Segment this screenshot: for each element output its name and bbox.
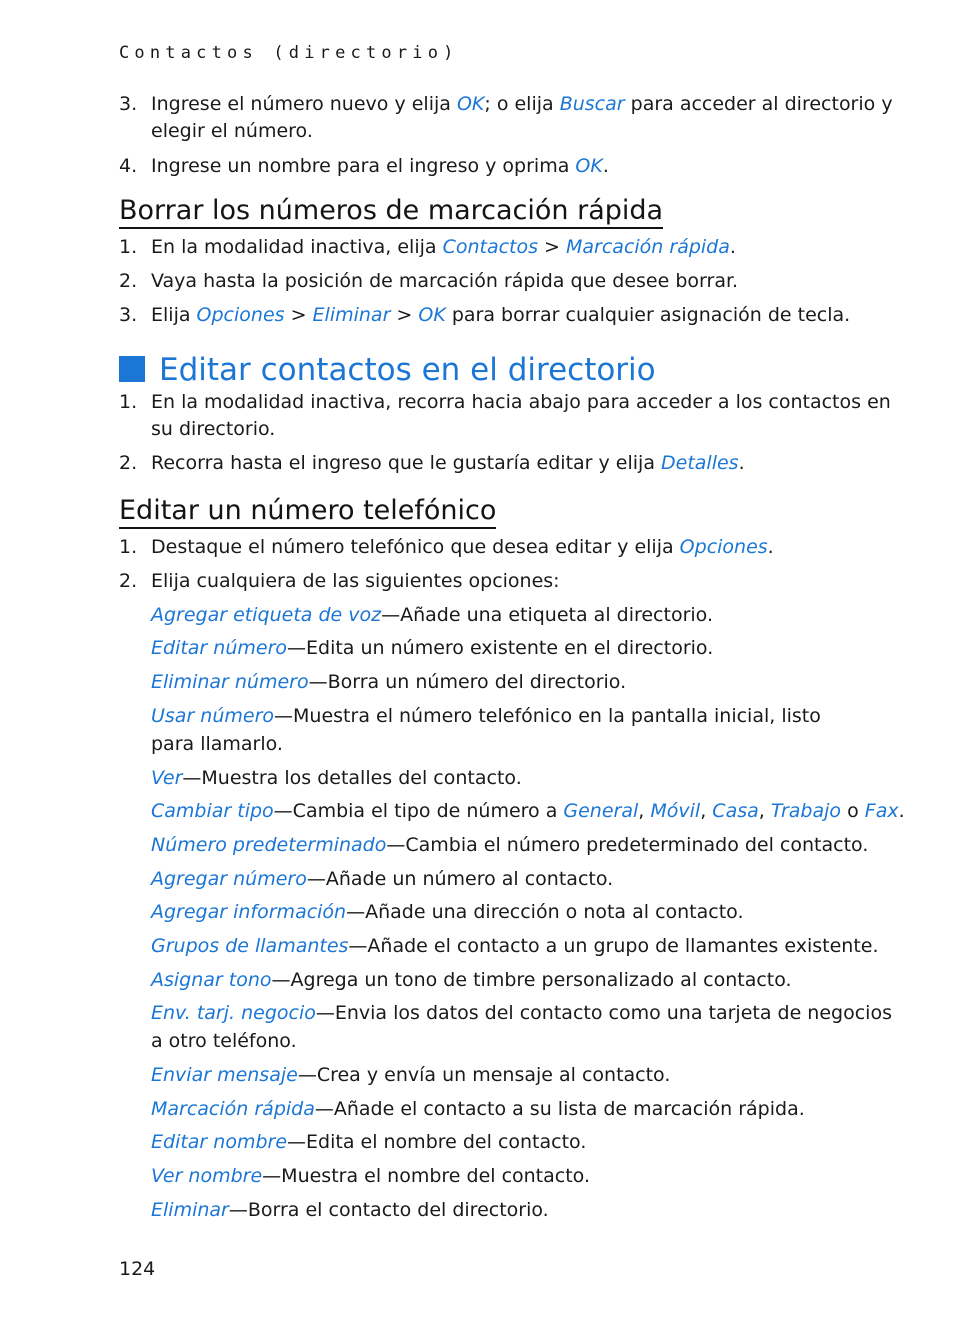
body-text: —Borra un número del directorio. xyxy=(308,671,627,693)
chapter-title-text: Editar contactos en el directorio xyxy=(159,352,656,388)
list-number: 1. xyxy=(119,391,138,413)
menu-keyword: General xyxy=(563,800,639,822)
section-title-numero: Editar un número telefónico xyxy=(119,495,496,529)
menu-keyword: Usar número xyxy=(151,705,275,727)
option-item xyxy=(151,1062,670,1088)
list-number: 2. xyxy=(119,270,138,292)
list-number: 2. xyxy=(119,452,138,474)
body-text: Ingrese un nombre para el ingreso y oprima xyxy=(151,155,576,177)
page-number: 124 xyxy=(119,1258,156,1280)
option-item xyxy=(151,866,613,892)
menu-keyword: Agregar número xyxy=(151,868,307,890)
menu-keyword: Editar nombre xyxy=(151,1131,288,1153)
menu-keyword: Ver nombre xyxy=(151,1165,263,1187)
running-header: Contactos (directorio) xyxy=(119,43,459,63)
body-text: Vaya hasta la posición de marcación rápida que desee borrar. xyxy=(151,270,739,292)
list-text xyxy=(151,568,560,594)
list-number: 3. xyxy=(119,304,138,326)
list-text-continuation: elegir el número. xyxy=(151,120,313,142)
body-text: En la modalidad inactiva, elija xyxy=(151,236,443,258)
menu-keyword: Casa xyxy=(712,800,759,822)
body-text: . xyxy=(767,536,774,558)
list-number: 4. xyxy=(119,155,138,177)
list-number: 1. xyxy=(119,236,138,258)
body-text: ; o elija xyxy=(484,93,560,115)
body-text: Ingrese el número nuevo y elija xyxy=(151,93,457,115)
body-text: —Añade una etiqueta al directorio. xyxy=(381,604,713,626)
list-text xyxy=(151,234,736,260)
option-item xyxy=(151,669,626,695)
menu-keyword: Buscar xyxy=(559,93,625,115)
menu-keyword: OK xyxy=(575,155,603,177)
option-item xyxy=(151,832,868,858)
body-text: > xyxy=(390,304,419,326)
body-text: —Muestra el número telefónico en la pantalla inicial, listo xyxy=(274,705,821,727)
body-text: . xyxy=(898,800,905,822)
body-text: Recorra hasta el ingreso que le gustaría editar y elija xyxy=(151,452,662,474)
menu-keyword: Número predeterminado xyxy=(151,834,387,856)
menu-keyword: Enviar mensaje xyxy=(151,1064,298,1086)
menu-keyword: Eliminar número xyxy=(151,671,309,693)
list-text xyxy=(151,389,891,415)
body-text: —Crea y envía un mensaje al contacto. xyxy=(297,1064,671,1086)
option-item xyxy=(151,899,744,925)
menu-keyword: Marcación rápida xyxy=(566,236,730,258)
menu-keyword: OK xyxy=(418,304,446,326)
chapter-title-editar xyxy=(119,352,656,388)
menu-keyword: Opciones xyxy=(196,304,285,326)
list-number: 2. xyxy=(119,570,138,592)
menu-keyword: Eliminar xyxy=(312,304,391,326)
option-item xyxy=(151,703,821,729)
list-text xyxy=(151,534,774,560)
list-text-continuation: su directorio. xyxy=(151,418,276,440)
menu-keyword: Trabajo xyxy=(770,800,842,822)
menu-keyword: Agregar información xyxy=(151,901,347,923)
option-item xyxy=(151,1197,549,1223)
list-text xyxy=(151,450,745,476)
body-text: , xyxy=(758,800,771,822)
option-item xyxy=(151,1000,892,1026)
section-title-borrar: Borrar los números de marcación rápida xyxy=(119,195,663,229)
body-text: > xyxy=(284,304,313,326)
menu-keyword: Cambiar tipo xyxy=(151,800,274,822)
body-text: —Edita un número existente en el directorio. xyxy=(287,637,714,659)
option-item xyxy=(151,967,792,993)
menu-keyword: Contactos xyxy=(442,236,539,258)
body-text: para acceder al directorio y xyxy=(624,93,893,115)
list-text xyxy=(151,153,609,179)
body-text: —Muestra los detalles del contacto. xyxy=(182,767,522,789)
body-text: —Cambia el tipo de número a xyxy=(273,800,564,822)
option-item xyxy=(151,933,879,959)
body-text: para borrar cualquier asignación de tecla. xyxy=(445,304,851,326)
menu-keyword: Opciones xyxy=(679,536,768,558)
menu-keyword: Agregar etiqueta de voz xyxy=(151,604,382,626)
menu-keyword: OK xyxy=(456,93,485,115)
body-text: > xyxy=(538,236,567,258)
option-item xyxy=(151,798,905,824)
option-continuation: para llamarlo. xyxy=(151,733,283,755)
body-text: Elija cualquiera de las siguientes opciones: xyxy=(151,570,560,592)
list-text xyxy=(151,302,850,328)
body-text: —Añade el contacto a su lista de marcación rápida. xyxy=(314,1098,805,1120)
menu-keyword: Asignar tono xyxy=(151,969,272,991)
body-text: En la modalidad inactiva, recorra hacia abajo para acceder a los contactos en xyxy=(151,391,891,413)
body-text: . xyxy=(729,236,736,258)
menu-keyword: Detalles xyxy=(661,452,739,474)
option-item xyxy=(151,765,522,791)
menu-keyword: Grupos de llamantes xyxy=(151,935,349,957)
body-text: —Agrega un tono de timbre personalizado al contacto. xyxy=(271,969,792,991)
body-text: —Borra el contacto del directorio. xyxy=(228,1199,549,1221)
list-text xyxy=(151,268,738,294)
body-text: , xyxy=(638,800,651,822)
menu-keyword: Fax xyxy=(864,800,899,822)
body-text: Elija xyxy=(151,304,197,326)
option-item xyxy=(151,1096,805,1122)
list-text xyxy=(151,91,893,117)
option-item xyxy=(151,635,713,661)
list-number: 3. xyxy=(119,93,138,115)
option-item xyxy=(151,1163,590,1189)
body-text: —Envia los datos del contacto como una tarjeta de negocios xyxy=(315,1002,892,1024)
body-text: o xyxy=(841,800,865,822)
body-text: Destaque el número telefónico que desea editar y elija xyxy=(151,536,680,558)
menu-keyword: Env. tarj. negocio xyxy=(151,1002,316,1024)
body-text: . xyxy=(738,452,745,474)
body-text: —Añade un número al contacto. xyxy=(306,868,614,890)
body-text: —Muestra el nombre del contacto. xyxy=(262,1165,591,1187)
option-item xyxy=(151,602,713,628)
menu-keyword: Ver xyxy=(151,767,183,789)
menu-keyword: Eliminar xyxy=(151,1199,229,1221)
menu-keyword: Editar número xyxy=(151,637,288,659)
body-text: , xyxy=(700,800,713,822)
body-text: —Edita el nombre del contacto. xyxy=(287,1131,587,1153)
body-text: —Cambia el número predeterminado del contacto. xyxy=(386,834,869,856)
body-text: —Añade una dirección o nota al contacto. xyxy=(346,901,744,923)
list-number: 1. xyxy=(119,536,138,558)
body-text: . xyxy=(602,155,609,177)
option-continuation: a otro teléfono. xyxy=(151,1030,297,1052)
menu-keyword: Marcación rápida xyxy=(151,1098,315,1120)
option-item xyxy=(151,1129,586,1155)
body-text: —Añade el contacto a un grupo de llamantes existente. xyxy=(348,935,879,957)
menu-keyword: Móvil xyxy=(650,800,701,822)
section-square-icon xyxy=(119,356,145,382)
